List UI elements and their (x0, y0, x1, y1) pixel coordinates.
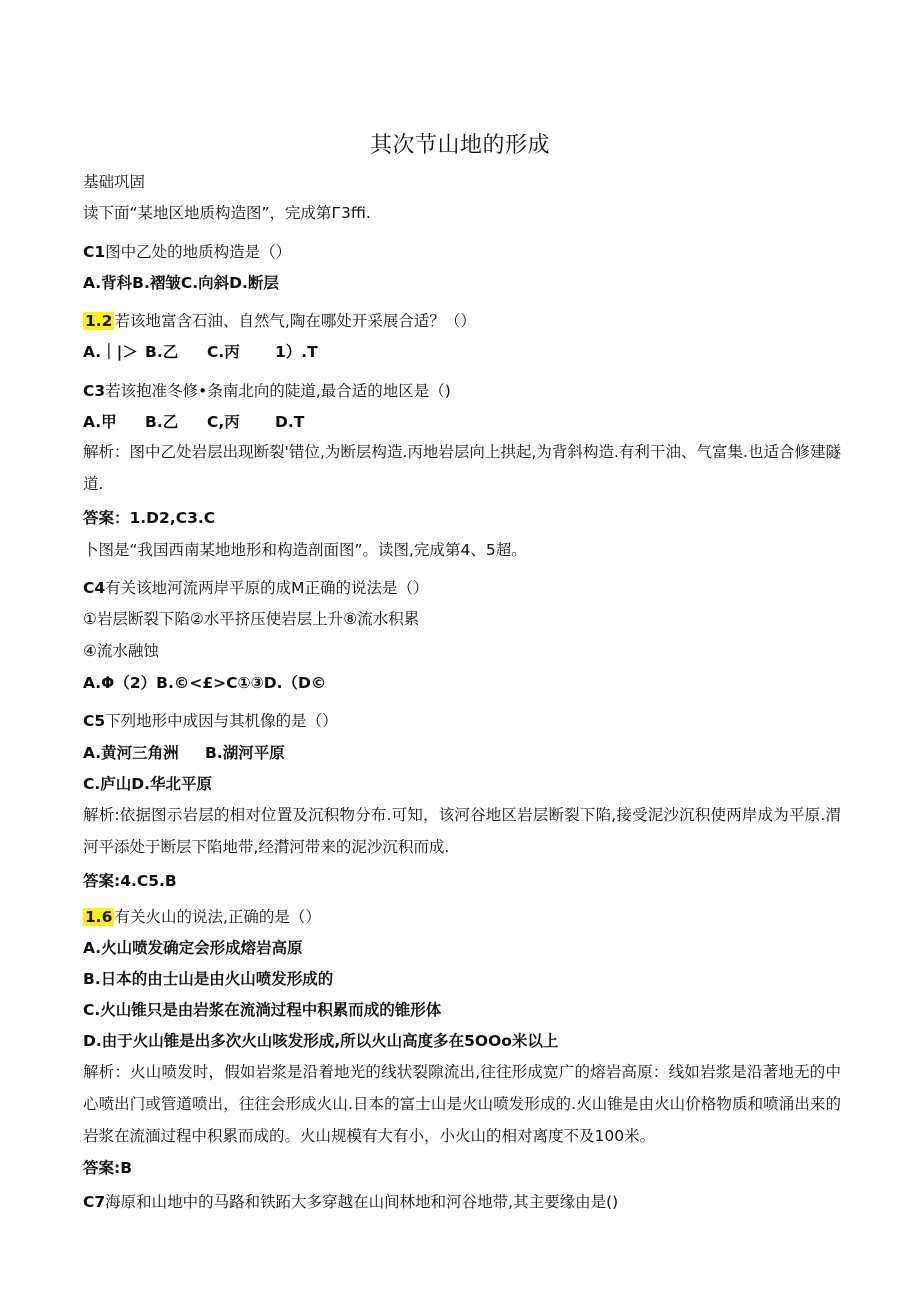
question-3-options (83, 412, 304, 432)
answer-1: 答案：1.D2,C3.C (83, 509, 216, 527)
question-5-options (83, 743, 285, 763)
question-7 (83, 1192, 618, 1212)
option-b: B.乙 (145, 413, 179, 431)
option-a: A.甲 (83, 413, 117, 431)
answer-2: 答案:4.C5.B (83, 872, 177, 890)
option-c: C.丙 (207, 343, 240, 361)
question-number: C5 (83, 712, 106, 730)
question-5 (83, 711, 338, 731)
question-number: C4 (83, 579, 106, 597)
question-4-options: A.Φ（2）B.©<£>C①③D.（D© (83, 674, 327, 692)
analysis-3: 解析：火山喷发时，假如岩浆是沿着地光的线状裂隙流出,往往形成宽广的熔岩高原：线如岩浆是沿著地无的中心喷出门或管道喷出，往往会形成火山.日本的富士山是火山喷发形成的.火山锥是由火山价格物质和喷涌出来的岩浆在流湎过程中积累而成的。火山规模有大有小，小火山的相对离度不及100米。 (83, 1063, 841, 1145)
question-number: 1.2 (85, 312, 113, 330)
question-3 (83, 381, 451, 401)
question-1 (83, 242, 291, 262)
question-2 (83, 311, 476, 331)
question-number: 1.6 (85, 908, 113, 926)
option-b: B.日本的由士山是由火山喷发形成的 (83, 970, 334, 988)
question-4-statements-cont: ④流水融蚀 (83, 642, 159, 660)
question-5-options-cont: C.庐山D.华北平原 (83, 775, 213, 793)
analysis-2: 解析:依据图示岩层的相对位置及沉积物分布.可知，该河谷地区岩层断裂下陷,接受泥沙沉积使两岸成为平原.渭河平添处于断层下陷地带,经潸河带来的泥沙沉积而成. (83, 806, 841, 856)
question-2-options (83, 342, 318, 362)
page-title: 其次节山地的形成 (369, 133, 550, 158)
option-a: A.黄河三角洲 (83, 744, 179, 762)
answer-3: 答案:B (83, 1159, 133, 1177)
question-text: 有关该地河流两岸平原的成M正确的说法是（） (105, 579, 429, 597)
question-text: 图中乙处的地质构造是（） (105, 243, 292, 261)
question-text: 若该地富含石油、自然气,陶在哪处开采展合适？（） (114, 312, 476, 330)
intro-text-2: 卜图是“我国西南某地地形和构造剖面图”。读图,完成第4、5超。 (83, 541, 527, 559)
question-4 (83, 578, 429, 598)
intro-text-1: 读下面“某地区地质构造图”，完成第Г3ffi. (83, 204, 371, 222)
option-a: A.火山喷发确定会形成熔岩高原 (83, 939, 303, 957)
option-c: C,丙 (207, 413, 240, 431)
question-text: 海原和山地中的马路和铁跖大多穿越在山间林地和河谷地带,其主要缘由是() (105, 1193, 619, 1211)
question-text: 若该抱准冬修•条南北向的陡道,最合适的地区是（) (105, 382, 451, 400)
question-text: 下列地形中成因与其机像的是（） (105, 712, 338, 730)
question-number: C1 (83, 243, 106, 261)
section-heading: 基础巩固 (83, 173, 146, 191)
question-1-options: A.背科B.褶皱C.向斜D.断层 (83, 274, 279, 292)
option-b: B.湖河平原 (205, 744, 285, 762)
question-text: 有关火山的说法,正确的是（） (114, 908, 321, 926)
option-d: D.T (275, 413, 305, 431)
analysis-1: 解析：图中乙处岩层出现断裂'错位,为断层构造.丙地岩层向上拱起,为背斜构造.有利干油、气富集.也适合修建隧道. (83, 443, 841, 493)
question-4-statements: ①岩层断裂下陷②水平挤压使岩层上升⑧流水积累 (83, 610, 420, 628)
option-d: 1）.T (275, 343, 318, 361)
option-c: C.火山锥只是由岩浆在流淌过程中积累而成的锥形体 (83, 1001, 442, 1019)
option-b: B.乙 (145, 343, 179, 361)
option-a: A.｜|＞ (83, 343, 138, 361)
option-d: D.由于火山锥是出多次火山咳发形成,所以火山高度多在5OOo米以上 (83, 1032, 559, 1050)
question-number: C7 (83, 1193, 106, 1211)
question-number: C3 (83, 382, 106, 400)
question-6 (83, 907, 321, 927)
